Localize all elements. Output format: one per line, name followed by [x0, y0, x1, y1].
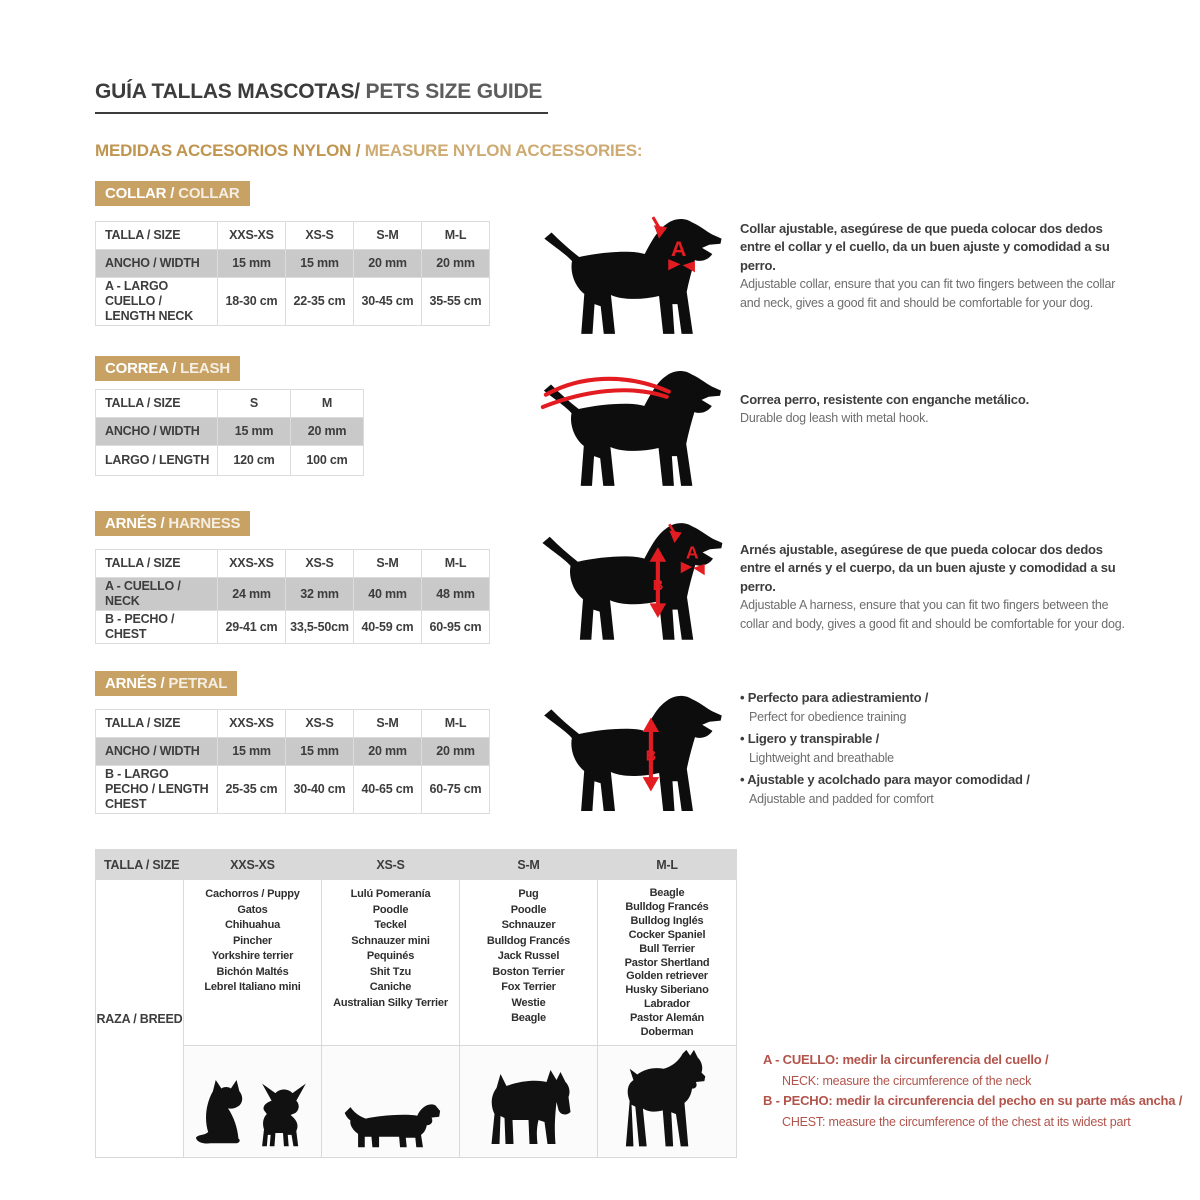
breed-list-xxs-xs: [184, 880, 322, 1046]
collar-width-value: 15 mm: [218, 250, 286, 278]
breed-list-m-l: [598, 880, 737, 1046]
harness-neck-label: A - CUELLO / NECK: [96, 578, 218, 611]
breed-item: Bichón Maltés: [216, 965, 289, 978]
breed-item: Beagle: [649, 887, 685, 899]
breed-item: Lulú Pomeranía: [350, 888, 431, 900]
petral-feature: [740, 729, 1140, 768]
breed-list-s-m: [460, 880, 598, 1046]
footnote-a-es: A - CUELLO: medir la circunferencia del cuello /: [763, 1052, 1049, 1067]
collar-col-header: S-M: [354, 222, 422, 250]
harness-neck-value: 24 mm: [218, 578, 286, 611]
breed-list-xs-s: [322, 880, 460, 1046]
harness-chest-value: 60-95 cm: [422, 611, 490, 644]
leash-col-header: TALLA / SIZE: [96, 390, 218, 418]
doberman-silhouette: [619, 1048, 715, 1152]
breed-size-table: [95, 849, 737, 1158]
breed-item: Pequinés: [366, 950, 415, 962]
breed-item: Doberman: [640, 1026, 694, 1039]
silhouette-cell-xxs-xs: [184, 1046, 322, 1158]
collar-length-value: 18-30 cm: [218, 278, 286, 326]
collar-note: [740, 220, 1132, 313]
collar-width-value: 20 mm: [354, 250, 422, 278]
leash-section-badge: [95, 356, 240, 381]
breed-item: Golden retriever: [626, 970, 708, 983]
collar-length-value: 30-45 cm: [354, 278, 422, 326]
collar-length-label: A - LARGO CUELLO / LENGTH NECK: [96, 278, 218, 326]
petral-feature-es: • Ligero y transpirable /: [740, 729, 1140, 749]
harness-chest-value: 40-59 cm: [354, 611, 422, 644]
harness-chest-value: 33,5-50cm: [286, 611, 354, 644]
harness-note: [740, 541, 1132, 634]
collar-col-header: TALLA / SIZE: [96, 222, 218, 250]
marker-b-label: B: [645, 748, 656, 765]
dog-collar-illustration: [538, 212, 733, 340]
harness-col-header: XXS-XS: [218, 550, 286, 578]
silhouette-cell-m-l: [598, 1046, 737, 1158]
petral-feature: [740, 770, 1140, 809]
measurement-footnote: [763, 1050, 1193, 1132]
silhouette-cell-xs-s: [322, 1046, 460, 1158]
collar-badge-es: COLLAR /: [105, 185, 175, 202]
dog-petral-illustration: [538, 688, 733, 818]
collar-badge-en: COLLAR: [174, 185, 240, 202]
breed-col-header: S-M: [460, 850, 598, 880]
leash-badge-es: CORREA /: [105, 360, 177, 377]
breed-item: Caniche: [369, 981, 412, 993]
petral-chest-value: 25-35 cm: [218, 766, 286, 814]
petral-chest-value: 30-40 cm: [286, 766, 354, 814]
marker-a-label: A: [685, 542, 699, 563]
breed-row-label: RAZA / BREED: [96, 880, 184, 1158]
leash-length-value: 120 cm: [218, 446, 291, 476]
marker-a-label: A: [670, 237, 687, 262]
collar-note-es: Collar ajustable, asegúrese de que pueda colocar dos dedos entre el collar y el cuello, da un buen ajuste y comodidad a su perro.: [740, 221, 1110, 273]
petral-feature-list: [740, 688, 1140, 811]
breed-item: Shit Tzu: [369, 965, 412, 978]
harness-badge-en: HARNESS: [164, 515, 241, 532]
petral-width-label: ANCHO / WIDTH: [96, 738, 218, 766]
leash-col-header: M: [291, 390, 364, 418]
petral-chest-label: B - LARGO PECHO / LENGTH CHEST: [96, 766, 218, 814]
breed-item: Bulldog Inglés: [630, 914, 704, 927]
breed-item: Schnauzer: [501, 919, 556, 931]
leash-note: [740, 391, 1132, 428]
footnote-b-en: CHEST: measure the circumference of the chest at its widest part: [782, 1114, 1131, 1129]
harness-size-table: [95, 549, 490, 644]
breed-item: Westie: [511, 996, 546, 1009]
breed-item: Pug: [518, 888, 539, 900]
collar-length-value: 35-55 cm: [422, 278, 490, 326]
petral-feature-es: • Ajustable y acolchado para mayor comodidad /: [740, 770, 1140, 790]
harness-col-header: TALLA / SIZE: [96, 550, 218, 578]
petral-col-header: M-L: [422, 710, 490, 738]
leash-size-table: [95, 389, 364, 476]
breed-col-header: XS-S: [322, 850, 460, 880]
breed-item: Poodle: [510, 903, 547, 916]
breed-item: Beagle: [511, 1012, 546, 1024]
petral-col-header: S-M: [354, 710, 422, 738]
harness-badge-es: ARNÉS /: [105, 515, 165, 532]
schnauzer-silhouette: [486, 1062, 572, 1152]
petral-feature-en: Adjustable and padded for comfort: [749, 791, 934, 806]
marker-b-label: B: [652, 577, 664, 594]
collar-col-header: M-L: [422, 222, 490, 250]
breed-item: Bulldog Francés: [625, 900, 709, 913]
harness-neck-value: 32 mm: [286, 578, 354, 611]
harness-section-badge: [95, 511, 250, 536]
harness-note-en: Adjustable A harness, ensure that you can fit two fingers between the collar and body, gives a good fit and should be comfortable for your dog.: [740, 598, 1125, 632]
breed-item: Boston Terrier: [492, 965, 565, 978]
collar-size-table: [95, 221, 490, 326]
silhouette-cell-s-m: [460, 1046, 598, 1158]
petral-feature-en: Perfect for obedience training: [749, 710, 907, 725]
petral-chest-value: 40-65 cm: [354, 766, 422, 814]
dog-harness-illustration: [535, 516, 735, 646]
chihuahua-silhouette: [254, 1076, 312, 1152]
breed-item: Fox Terrier: [501, 981, 556, 993]
breed-item: Teckel: [374, 919, 407, 931]
breed-col-header: XXS-XS: [184, 850, 322, 880]
leash-width-value: 20 mm: [291, 418, 364, 446]
petral-col-header: TALLA / SIZE: [96, 710, 218, 738]
breed-item: Poodle: [372, 903, 409, 916]
harness-chest-label: B - PECHO / CHEST: [96, 611, 218, 644]
leash-col-header: S: [218, 390, 291, 418]
breed-item: Husky Siberiano: [625, 984, 709, 997]
leash-note-es: Correa perro, resistente con enganche metálico.: [740, 392, 1029, 407]
collar-section-badge: [95, 181, 250, 206]
petral-feature-en: Lightweight and breathable: [749, 751, 894, 766]
collar-width-value: 20 mm: [422, 250, 490, 278]
petral-section-badge: [95, 671, 237, 696]
leash-length-label: LARGO / LENGTH: [96, 446, 218, 476]
page-subtitle-es: MEDIDAS ACCESORIOS NYLON /: [95, 141, 361, 160]
leash-note-en: Durable dog leash with metal hook.: [740, 411, 929, 426]
breed-item: Cocker Spaniel: [628, 928, 706, 941]
petral-width-value: 20 mm: [354, 738, 422, 766]
harness-col-header: XS-S: [286, 550, 354, 578]
collar-col-header: XS-S: [286, 222, 354, 250]
leash-width-value: 15 mm: [218, 418, 291, 446]
petral-width-value: 20 mm: [422, 738, 490, 766]
collar-width-value: 15 mm: [286, 250, 354, 278]
collar-width-label: ANCHO / WIDTH: [96, 250, 218, 278]
breed-item: Pastor Alemán: [629, 1012, 705, 1025]
petral-width-value: 15 mm: [286, 738, 354, 766]
petral-feature: [740, 688, 1140, 727]
footnote-b-es: B - PECHO: medir la circunferencia del pecho en su parte más ancha /: [763, 1092, 1183, 1108]
page-subtitle-en: MEASURE NYLON ACCESSORIES:: [360, 141, 643, 160]
dog-leash-illustration: [535, 364, 735, 492]
cat-silhouette: [194, 1076, 246, 1152]
petral-width-value: 15 mm: [218, 738, 286, 766]
petral-badge-es: ARNÉS /: [105, 675, 165, 692]
breed-item: Australian Silky Terrier: [333, 996, 448, 1009]
harness-note-es: Arnés ajustable, asegúrese de que pueda colocar dos dedos entre el arnés y el cuerpo, da un buen ajuste y comodidad a su perro.: [740, 542, 1116, 594]
petral-col-header: XXS-XS: [218, 710, 286, 738]
breed-item: Pastor Shertland: [624, 956, 710, 969]
leash-badge-en: LEASH: [176, 360, 230, 377]
breed-col-header: M-L: [598, 850, 737, 880]
collar-length-value: 22-35 cm: [286, 278, 354, 326]
petral-col-header: XS-S: [286, 710, 354, 738]
breed-item: Jack Russel: [497, 950, 560, 962]
leash-length-value: 100 cm: [291, 446, 364, 476]
breed-item: Schnauzer mini: [351, 934, 430, 947]
dachshund-silhouette: [339, 1090, 443, 1152]
petral-size-table: [95, 709, 490, 814]
breed-item: Bulldog Francés: [486, 934, 571, 947]
breed-item: Lebrel Italiano mini: [204, 981, 301, 993]
petral-chest-value: 60-75 cm: [422, 766, 490, 814]
harness-col-header: M-L: [422, 550, 490, 578]
breed-item: Yorkshire terrier: [211, 950, 294, 962]
breed-item: Labrador: [643, 998, 691, 1011]
harness-neck-value: 48 mm: [422, 578, 490, 611]
petral-badge-en: PETRAL: [164, 675, 228, 692]
collar-col-header: XXS-XS: [218, 222, 286, 250]
page-subtitle: [95, 141, 642, 161]
breed-item: Cachorros / Puppy: [205, 888, 300, 900]
petral-feature-es: • Perfecto para adiestramiento /: [740, 688, 1140, 708]
breed-item: Gatos: [237, 903, 268, 916]
leash-width-label: ANCHO / WIDTH: [96, 418, 218, 446]
page-title-es: GUÍA TALLAS MASCOTAS/: [95, 80, 360, 103]
breed-item: Chihuahua: [224, 919, 281, 931]
page-title: [95, 80, 548, 114]
breed-col-header: TALLA / SIZE: [96, 850, 184, 880]
footnote-a-en: NECK: measure the circumference of the neck: [782, 1073, 1032, 1088]
breed-item: Pincher: [233, 934, 272, 947]
page-title-en: PETS SIZE GUIDE: [359, 80, 543, 103]
harness-col-header: S-M: [354, 550, 422, 578]
harness-chest-value: 29-41 cm: [218, 611, 286, 644]
collar-note-en: Adjustable collar, ensure that you can fit two fingers between the collar and neck, gives a good fit and should be comfortable for your dog.: [740, 277, 1116, 311]
harness-neck-value: 40 mm: [354, 578, 422, 611]
breed-item: Bull Terrier: [639, 942, 695, 955]
